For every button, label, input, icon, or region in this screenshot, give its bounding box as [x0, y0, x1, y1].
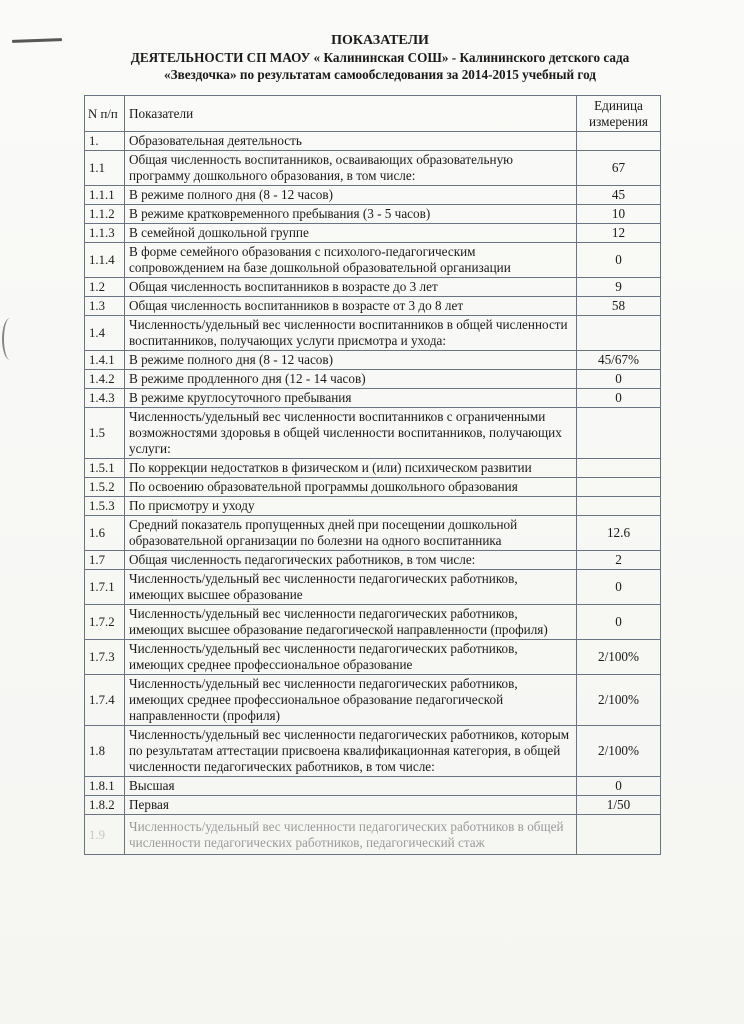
table-row [85, 605, 661, 640]
row-unit-value: 67 [577, 151, 661, 186]
indicators-table [84, 95, 661, 855]
table-row [85, 132, 661, 151]
table-row [85, 408, 661, 459]
row-indicator: Численность/удельный вес численности воспитанников в общей численности воспитанников, получающих услуги присмотра и ухода: [125, 316, 577, 351]
row-indicator: По освоению образовательной программы дошкольного образования [125, 478, 577, 497]
column-header-unit-line2: измерения [589, 113, 648, 129]
table-row [85, 151, 661, 186]
row-unit-value: 2/100% [577, 640, 661, 675]
row-indicator: Численность/удельный вес численности педагогических работников, имеющих среднее профессиональное образование [125, 640, 577, 675]
row-indicator: Численность/удельный вес численности педагогических работников в общей численности педагогических работников, педагогический стаж [125, 815, 577, 855]
row-unit-value [577, 316, 661, 351]
row-unit-value [577, 497, 661, 516]
table-row [85, 478, 661, 497]
row-unit-value: 0 [577, 389, 661, 408]
table-row [85, 726, 661, 777]
row-number: 1.8.1 [85, 777, 125, 796]
table-row [85, 316, 661, 351]
document-title: ПОКАЗАТЕЛИ [331, 33, 429, 48]
table-row [85, 796, 661, 815]
table-row [85, 186, 661, 205]
row-number: 1.1.2 [85, 205, 125, 224]
row-number: 1.7.2 [85, 605, 125, 640]
row-indicator: По присмотру и уходу [125, 497, 577, 516]
row-number: 1.5.3 [85, 497, 125, 516]
row-number: 1.1.4 [85, 243, 125, 278]
row-unit-value: 1/50 [577, 796, 661, 815]
document-header [100, 32, 660, 83]
scan-mark [12, 38, 62, 43]
row-number: 1.3 [85, 297, 125, 316]
row-unit-value: 0 [577, 370, 661, 389]
column-header-number: N п/п [85, 96, 125, 132]
row-number: 1.8.2 [85, 796, 125, 815]
row-number: 1.6 [85, 516, 125, 551]
table-row [85, 459, 661, 478]
row-number: 1.4.1 [85, 351, 125, 370]
row-indicator: Образовательная деятельность [125, 132, 577, 151]
row-indicator: В семейной дошкольной группе [125, 224, 577, 243]
row-number: 1.1 [85, 151, 125, 186]
row-indicator: В режиме полного дня (8 - 12 часов) [125, 186, 577, 205]
row-unit-value: 9 [577, 278, 661, 297]
row-unit-value: 10 [577, 205, 661, 224]
row-unit-value: 0 [577, 243, 661, 278]
row-unit-value: 2/100% [577, 675, 661, 726]
table-row [85, 777, 661, 796]
table-header-row [85, 96, 661, 132]
row-number: 1.9 [85, 815, 125, 855]
row-indicator: Общая численность педагогических работников, в том числе: [125, 551, 577, 570]
row-number: 1.7.1 [85, 570, 125, 605]
row-unit-value [577, 408, 661, 459]
table-row [85, 205, 661, 224]
row-number: 1.4 [85, 316, 125, 351]
column-header-unit-line1: Единица [594, 97, 643, 113]
row-unit-value: 2/100% [577, 726, 661, 777]
table-row [85, 497, 661, 516]
table-row [85, 370, 661, 389]
table-row [85, 675, 661, 726]
row-number: 1.7.3 [85, 640, 125, 675]
row-number: 1.5.2 [85, 478, 125, 497]
row-number: 1.7.4 [85, 675, 125, 726]
row-unit-value [577, 478, 661, 497]
row-indicator: Численность/удельный вес численности воспитанников с ограниченными возможностями здоровья в общей численности воспитанников, получающих услуги: [125, 408, 577, 459]
row-unit-value: 0 [577, 605, 661, 640]
row-indicator: Численность/удельный вес численности педагогических работников, имеющих высшее образование [125, 570, 577, 605]
row-number: 1.2 [85, 278, 125, 297]
row-indicator: Высшая [125, 777, 577, 796]
row-indicator: В режиме круглосуточного пребывания [125, 389, 577, 408]
row-indicator: В режиме полного дня (8 - 12 часов) [125, 351, 577, 370]
table-row [85, 243, 661, 278]
row-number: 1.4.2 [85, 370, 125, 389]
row-number: 1.8 [85, 726, 125, 777]
table-row [85, 640, 661, 675]
row-indicator: Общая численность воспитанников, осваивающих образовательную программу дошкольного образования, в том числе: [125, 151, 577, 186]
row-number: 1.4.3 [85, 389, 125, 408]
table-row [85, 351, 661, 370]
row-unit-value: 0 [577, 570, 661, 605]
row-number: 1.5 [85, 408, 125, 459]
row-unit-value [577, 815, 661, 855]
table-row [85, 516, 661, 551]
row-unit-value: 12 [577, 224, 661, 243]
row-number: 1. [85, 132, 125, 151]
row-indicator: По коррекции недостатков в физическом и (или) психическом развитии [125, 459, 577, 478]
row-indicator: Средний показатель пропущенных дней при посещении дошкольной образовательной организации по болезни на одного воспитанника [125, 516, 577, 551]
row-indicator: Первая [125, 796, 577, 815]
row-indicator: Численность/удельный вес численности педагогических работников, которым по результатам аттестации присвоена квалификационная категория, в общей численности педагогических работников, в том числе: [125, 726, 577, 777]
table-row [85, 815, 661, 855]
row-indicator: Численность/удельный вес численности педагогических работников, имеющих среднее профессиональное образование педагогической направленности (профиля) [125, 675, 577, 726]
document-subtitle-2: «Звездочка» по результатам самообследования за 2014-2015 учебный год [164, 67, 596, 82]
table-row [85, 224, 661, 243]
row-indicator: Численность/удельный вес численности педагогических работников, имеющих высшее образование педагогической направленности (профиля) [125, 605, 577, 640]
column-header-unit [577, 96, 661, 132]
row-unit-value: 45 [577, 186, 661, 205]
document-subtitle: ДЕЯТЕЛЬНОСТИ СП МАОУ « Калининская СОШ» - Калининского детского сада [130, 50, 630, 65]
table-row [85, 570, 661, 605]
row-indicator: Общая численность воспитанников в возрасте до 3 лет [125, 278, 577, 297]
row-number: 1.7 [85, 551, 125, 570]
table-row [85, 297, 661, 316]
table-row [85, 389, 661, 408]
row-indicator: В режиме продленного дня (12 - 14 часов) [125, 370, 577, 389]
row-indicator: В режиме кратковременного пребывания (3 - 5 часов) [125, 205, 577, 224]
row-unit-value: 12.6 [577, 516, 661, 551]
table-row [85, 278, 661, 297]
row-number: 1.5.1 [85, 459, 125, 478]
row-unit-value: 0 [577, 777, 661, 796]
row-indicator: Общая численность воспитанников в возрасте от 3 до 8 лет [125, 297, 577, 316]
row-number: 1.1.1 [85, 186, 125, 205]
row-number: 1.1.3 [85, 224, 125, 243]
row-indicator: В форме семейного образования с психолого-педагогическим сопровождением на базе дошкольной образовательной организации [125, 243, 577, 278]
row-unit-value [577, 459, 661, 478]
column-header-indicator: Показатели [125, 96, 577, 132]
scan-mark [2, 318, 18, 360]
row-unit-value [577, 132, 661, 151]
row-unit-value: 2 [577, 551, 661, 570]
table-row [85, 551, 661, 570]
row-unit-value: 58 [577, 297, 661, 316]
row-unit-value: 45/67% [577, 351, 661, 370]
